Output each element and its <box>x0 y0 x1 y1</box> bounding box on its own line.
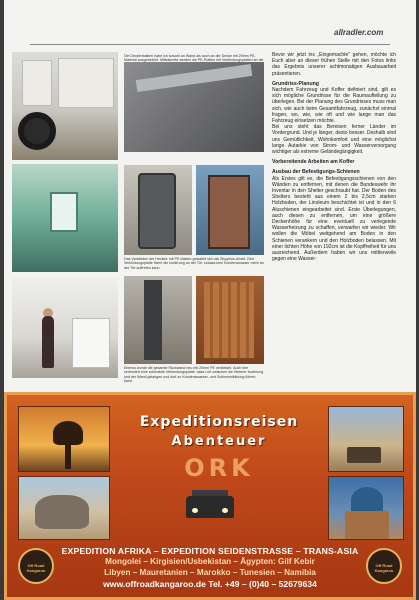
article-intro: Bevor wir jetzt ins „Eingemachte" gehen, möchte ich Euch aber an dieser frühen Stelle mit den Fotos links das Ergebnis unserer achtmonatigen Ausbauarbeit präsentieren. <box>272 52 396 77</box>
caption-bottom: Ebenso wurde die gesamte Rückwand neu mit 20mm PE verkleidet. Auch hier verhindert eine schmalste Verbindungsplatte, dass Luft zwischen die Hinterer Isolierung und der Wand gelangen und dort zu Kondenswasser- und Schimmelbildung führen kann. <box>124 366 264 384</box>
caption-middle: Das Verkleiden der Hecktür mit PE-Matten gestaltet sich als Sisyphus-Arbeit. Eine Verbindungsplatte fixiert die Isolierung an der Tür, sodass kein Kondenswasser mehr an der Tür auftreten kann. <box>124 257 264 270</box>
ad-subtitle: Abenteuer <box>171 434 267 449</box>
wall-panel <box>22 60 52 106</box>
person <box>42 316 54 368</box>
ad-destinations-line: Mongolei – Kirgisien/Usbekistan – Ägypten: Gilf Kebir <box>105 557 315 566</box>
ad-contact-line: www.offroadkangaroo.de Tel. +49 – (0)40 – 52679634 <box>103 579 317 589</box>
photo-green-interior <box>12 164 118 272</box>
spare-tire <box>18 112 56 150</box>
kangaroo-logo: Off Road Kangaroo <box>366 548 402 584</box>
article-paragraph: Nachdem Fahrzeug und Koffer definiert sind, gilt es sich mögliche Grundrisse für die Raumaufteilung zu überlegen. Bei der Planung des Grundrisses muss man sich, wie auch beim Gesamtfahrzeug, zunächst einmal fragen, wo, wie, wie oft und wie lange man das Fahrzeug einsetzen möchte. <box>272 87 396 125</box>
photo-man-in-shelter <box>12 278 118 378</box>
photo-back-wall <box>124 276 192 364</box>
photo-rear-door-grey <box>124 165 192 255</box>
heading-vorbereitung: Vorbereitende Arbeiten am Koffer <box>272 159 355 166</box>
article-paragraph: Als Erstes gilt es, die Befestigungsschienen von den Wänden zu entfernen, mit denen die Bundeswehr ihr Inventar in den Shelter geschraubt hat. Der Boden des Shelters besteht aus einem 2 bis 2,5cm starken Holzboden, der Linoleum beschichtet ist und in den 6 Aluschienen eingearbeitet sind. Erste Überlegungen, auch diesen zu entfernen, um eine größere Deckenhöhe für eine eventuell zu verlegende Wasserheizung zu schaffen, verwarfen wir wieder. Wir wollen die Möbel weitgehend am Boden in den Schienen verankern und den Holzboden belassen. Mit einer lichten Höhe von 192cm ist die Kopffreiheit für uns ausreichend. Außerdem haben wir uns mittlerweile gegen eine Wasser- <box>272 175 396 263</box>
advertisement <box>4 392 416 600</box>
insulation-strip <box>144 280 162 360</box>
site-url: allradler.com <box>334 28 384 37</box>
photo-rear-door-wood <box>196 165 264 255</box>
article-paragraph: Bei uns steht das Bereisen ferner Länder im Vordergrund. Und je länger, desto besser. Deshalb sind uns Gemütlichkeit, Wohnkomfort und eine möglichst lange Autarkie von Strom- und Wasserversorgung wichtiger als extreme Geländegängigkeit. <box>272 124 396 156</box>
caption-top: Die Deckenbalken habe ich sowohl an Wand als auch an der Decke mit 20mm PE-Material ausgeeinklet. Mittelstreite werden die PE-Platten mit Verbindungsplatten an die <box>124 54 264 63</box>
article-column <box>272 52 396 263</box>
ad-title: Expeditionsreisen <box>139 414 299 430</box>
ad-destinations-line: Libyen – Mauretanien – Marokko – Tunesien – Namibia <box>104 568 316 577</box>
ad-border <box>4 392 416 600</box>
photo-wood-wall <box>196 276 264 364</box>
cabinet <box>72 318 110 368</box>
ceiling-beam <box>136 64 253 92</box>
header-rule <box>30 44 390 45</box>
rear-door <box>138 173 176 249</box>
wall-panel <box>58 58 114 108</box>
ad-expeditions-line: EXPEDITION AFRIKA – EXPEDITION SEIDENSTRASSE – TRANS-ASIA <box>61 546 359 556</box>
window-frame <box>50 192 78 232</box>
photo-ceiling-beams <box>124 62 264 152</box>
rear-door <box>208 175 250 249</box>
wood-panelling <box>204 282 254 358</box>
heading-grundriss: Grundriss-Planung <box>272 80 319 87</box>
ad-brand: ORK <box>184 454 254 482</box>
photo-interior-panels <box>12 52 118 160</box>
magazine-page <box>4 0 416 600</box>
heading-schienen: Ausbau der Befestigungs-Schienen <box>272 169 360 176</box>
kangaroo-logo: Off Road Kangaroo <box>18 548 54 584</box>
